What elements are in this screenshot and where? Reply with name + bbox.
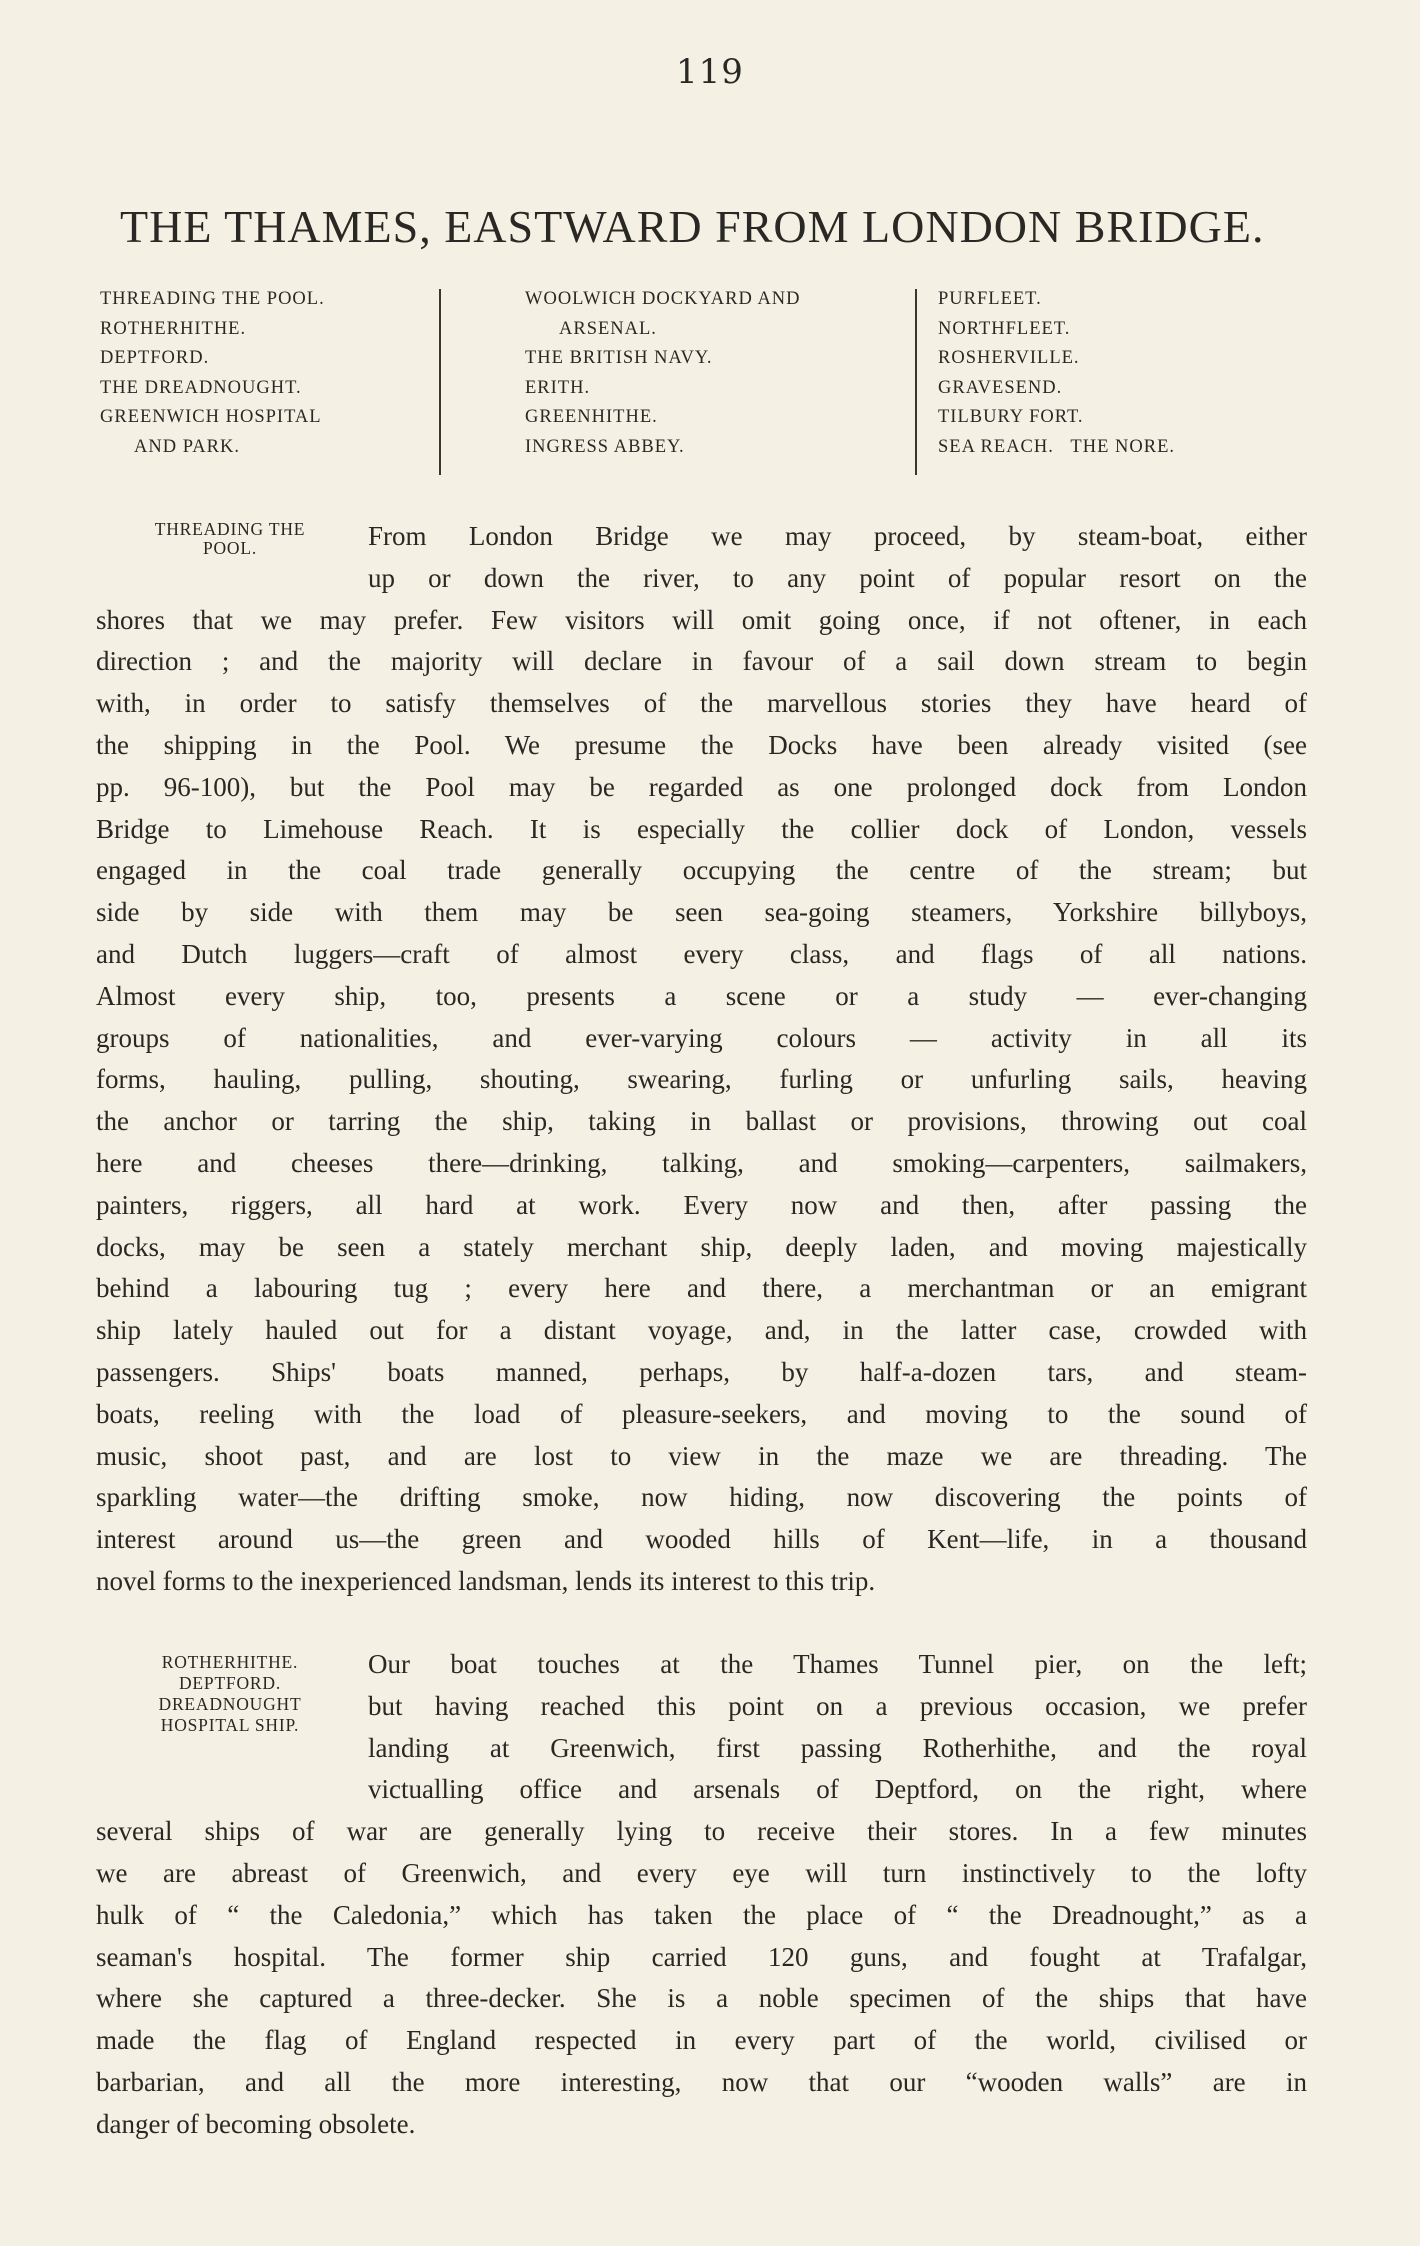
margin-note-line: HOSPITAL SHIP. [160,1715,300,1735]
text-line: forms, hauling, pulling, shouting, swearing, furling or unfurling sails, heaving [96,1064,1307,1095]
text-line: ship lately hauled out for a distant voyage, and, in the latter case, crowded with [96,1315,1307,1346]
text-line: Bridge to Limehouse Reach. It is especially the collier dock of London, vessels [96,813,1307,844]
contents-entry: ERITH. [525,377,591,398]
contents-entry: INGRESS ABBEY. [525,436,685,457]
paragraph-pool [96,516,1307,1603]
text-line: painters, riggers, all hard at work. Every now and then, after passing the [96,1189,1307,1220]
contents-entry: GRAVESEND. [938,377,1063,398]
contents-entry: DEPTFORD. [100,348,210,368]
paragraph-greenwich [96,1644,1307,2146]
text-line: danger of becoming obsolete. [96,2108,416,2139]
text-line: shores that we may prefer. Few visitors will omit going once, if not oftener, in each [96,604,1307,635]
text-line: direction ; and the majority will declare in favour of a sail down stream to begin [96,646,1307,677]
margin-note-line: ROTHERHITHE. [161,1652,299,1672]
contents-column-1 [100,285,435,462]
chapter-contents [100,285,1300,485]
text-line: interest around us—the green and wooded hills of Kent—life, in a thousand [96,1524,1307,1555]
column-divider [439,289,441,475]
contents-column-3 [938,285,1288,462]
page-number: 119 [676,52,744,92]
contents-entry: ROTHERHITHE. [100,318,247,339]
contents-column-2 [525,285,1005,462]
text-line: From London Bridge we may proceed, by steam-boat, either [368,521,1307,551]
text-line: made the flag of England respected in every part of the world, civilised or [96,2025,1307,2056]
text-line: seaman's hospital. The former ship carried 120 guns, and fought at Trafalgar, [96,1941,1307,1972]
text-line: music, shoot past, and are lost to view in the maze we are threading. The [96,1440,1307,1471]
margin-note-line: DREADNOUGHT [158,1694,302,1714]
contents-entry: AND PARK. [134,436,240,457]
contents-entry: THREADING THE POOL. [100,289,325,309]
contents-entry: NORTHFLEET. [938,318,1071,339]
text-line: Our boat touches at the Thames Tunnel pier, on the left; [368,1649,1307,1679]
text-line: groups of nationalities, and ever-varying colours — activity in all its [96,1022,1307,1053]
text-line: passengers. Ships' boats manned, perhaps, by half-a-dozen tars, and steam- [96,1356,1307,1387]
contents-entry: PURFLEET. [938,289,1042,309]
contents-entry: GREENWICH HOSPITAL [100,407,322,427]
text-line: side by side with them may be seen sea-going steamers, Yorkshire billyboys, [96,897,1307,928]
text-line: barbarian, and all the more interesting, now that our “wooden walls” are in [96,2066,1307,2097]
text-line: victualling office and arsenals of Deptford, on the right, where [368,1774,1307,1805]
text-line: we are abreast of Greenwich, and every eye will turn instinctively to the lofty [96,1857,1307,1888]
margin-note-line: DEPTFORD. [178,1673,281,1693]
text-line: sparkling water—the drifting smoke, now hiding, now discovering the points of [96,1482,1307,1513]
contents-entry: SEA REACH. THE NORE. [938,436,1175,457]
text-line: Almost every ship, too, presents a scene or a study — ever-changing [96,980,1307,1011]
text-line: the anchor or tarring the ship, taking in ballast or provisions, throwing out coal [96,1106,1307,1137]
text-line: boats, reeling with the load of pleasure-seekers, and moving to the sound of [96,1398,1307,1429]
text-line: novel forms to the inexperienced landsman, lends its interest to this trip. [96,1565,876,1596]
page-title: THE THAMES, EASTWARD FROM LONDON BRIDGE. [120,201,1265,252]
text-line: here and cheeses there—drinking, talking, and smoking—carpenters, sailmakers, [96,1147,1307,1178]
text-line: with, in order to satisfy themselves of the marvellous stories they have heard of [96,688,1307,719]
contents-entry: THE BRITISH NAVY. [525,348,713,368]
margin-note-line: THREADING THE [154,519,306,539]
text-line: several ships of war are generally lying to receive their stores. In a few minutes [96,1816,1307,1847]
contents-entry: TILBURY FORT. [938,407,1084,427]
margin-note-line: POOL. [202,538,258,558]
contents-entry: GREENHITHE. [525,407,658,427]
text-line: but having reached this point on a previous occasion, we prefer [368,1690,1307,1721]
text-line: up or down the river, to any point of popular resort on the [368,562,1307,593]
text-line: behind a labouring tug ; every here and there, a merchantman or an emigrant [96,1273,1307,1304]
contents-entry: WOOLWICH DOCKYARD AND [525,289,801,309]
text-line: landing at Greenwich, first passing Rotherhithe, and the royal [368,1732,1307,1763]
text-line: engaged in the coal trade generally occupying the centre of the stream; but [96,855,1307,886]
text-line: hulk of “ the Caledonia,” which has taken the place of “ the Dreadnought,” as a [96,1899,1307,1930]
contents-entry: ARSENAL. [559,318,657,339]
text-line: pp. 96-100), but the Pool may be regarded as one prolonged dock from London [96,771,1307,802]
text-line: docks, may be seen a stately merchant ship, deeply laden, and moving majestically [96,1231,1307,1262]
text-line: and Dutch luggers—craft of almost every class, and flags of all nations. [96,938,1307,969]
contents-entry: ROSHERVILLE. [938,348,1080,368]
text-line: the shipping in the Pool. We presume the Docks have been already visited (see [96,729,1307,760]
column-divider [915,289,917,475]
contents-entry: THE DREADNOUGHT. [100,377,302,398]
text-line: where she captured a three-decker. She is a noble specimen of the ships that have [96,1983,1307,2014]
